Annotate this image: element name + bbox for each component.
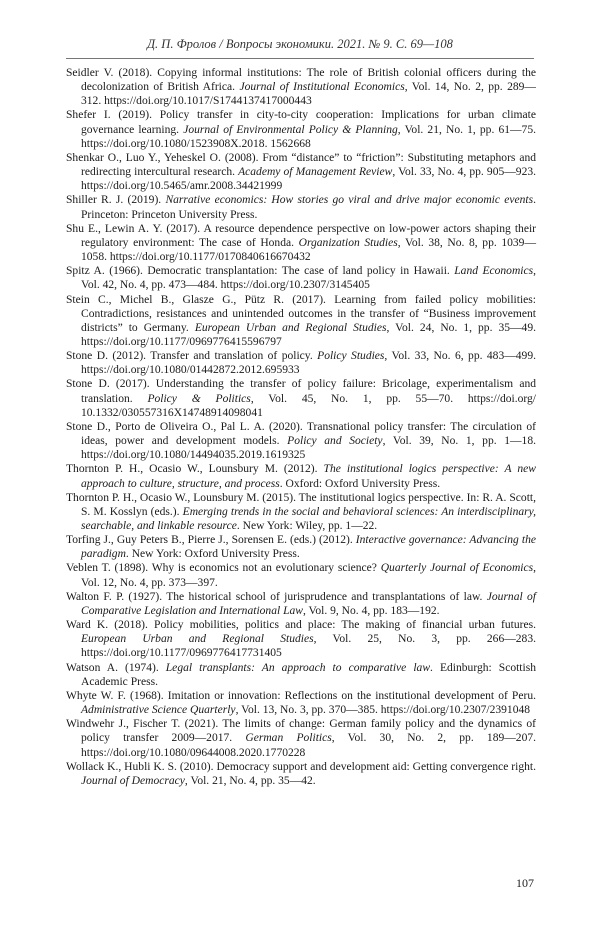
reference-text: , Vol. 9, No. 4, pp. 183—192. [302, 604, 440, 617]
reference-text: , Vol. 21, No. 1, pp. 61—75. https://doi.org/10.1080/1523908X.2018. 1562668 [81, 123, 536, 150]
reference-text: , Vol. 24, No. 1, pp. 35—49. https://doi.org/10.1177/0969776415596797 [81, 321, 536, 348]
reference-text: Shiller R. J. (2019). [66, 194, 166, 207]
reference-source-title: Academy of Management Review [238, 166, 393, 179]
reference-entry [66, 462, 536, 490]
reference-entry [66, 661, 536, 689]
reference-text: Torfing J., Guy Peters B., Pierre J., Sorensen E. (eds.) (2012). [66, 534, 356, 547]
reference-source-title: European Urban and Regional Studies [81, 633, 314, 646]
reference-entry [66, 689, 536, 717]
reference-text: , Vol. 21, No. 4, pp. 35—42. [184, 774, 316, 787]
reference-source-title: Policy & Politics [147, 392, 251, 405]
reference-text: , Vol. 12, No. 4, pp. 373—397. [81, 562, 536, 589]
reference-list [66, 66, 536, 788]
reference-entry [66, 193, 536, 221]
reference-text: , Vol. 33, No. 6, pp. 483—499. https://doi.org/10.1080/01442872.2012.695933 [81, 350, 536, 377]
reference-source-title: Administrative Science Quarterly [81, 704, 236, 717]
reference-entry [66, 66, 536, 108]
reference-text: Ward K. (2018). Policy mobilities, politics and place: The making of financial urban futures. [66, 619, 536, 632]
reference-text: . Edinburgh: Scottish Academic Press. [81, 661, 536, 688]
reference-source-title: German Politics [245, 732, 332, 745]
header-rule [66, 58, 534, 59]
reference-text: Wollack K., Hubli K. S. (2010). Democracy support and development aid: Getting convergence right. [66, 760, 536, 773]
reference-text: . Oxford: Oxford University Press. [279, 477, 441, 490]
reference-source-title: Journal of Environmental Policy & Planning [183, 123, 398, 136]
reference-text: Spitz A. (1966). Democratic transplantation: The case of land policy in Hawaii. [66, 265, 455, 278]
reference-entry [66, 760, 536, 788]
reference-source-title: Quarterly Journal of Economics [380, 562, 534, 575]
reference-entry [66, 151, 536, 193]
reference-source-title: Journal of Comparative Legislation and International Law [81, 590, 536, 617]
reference-source-title: Policy Studies [317, 350, 385, 363]
reference-text: Shefer I. (2019). Policy transfer in city-to-city cooperation: Implications for urban climate governance learning. [66, 109, 536, 136]
reference-source-title: Emerging trends in the social and behavioral sciences: An interdisciplinary, searchable, and linkable resource [81, 505, 536, 532]
reference-source-title: Narrative economics: How stories go viral and drive major economic events [165, 194, 534, 207]
reference-entry [66, 590, 536, 618]
reference-text: . Princeton: Princeton University Press. [81, 194, 536, 221]
reference-source-title: Legal transplants: An approach to comparative law [165, 661, 431, 674]
reference-source-title: Interactive governance: Advancing the paradigm [81, 534, 536, 561]
reference-source-title: Journal of Democracy [81, 774, 185, 787]
reference-text: , Vol. 30, No. 2, pp. 189—207. https://doi.org/10.1080/09644008.2020.1770228 [81, 732, 537, 759]
reference-text: Walton F. P. (1927). The historical school of jurisprudence and transplantations of law. [66, 590, 487, 603]
reference-entry [66, 108, 536, 150]
reference-entry [66, 349, 536, 377]
page-number: 107 [516, 876, 534, 890]
reference-text: , Vol. 33, No. 4, pp. 905—923. https://doi.org/10.5465/amr.2008.34421999 [81, 166, 536, 193]
reference-text: Stein C., Michel B., Glasze G., Pütz R. (2017). Learning from failed policy mobilities: Contradictions, resistances and unintended outcomes in the transfer of “Business improvement districts” to Germany. [66, 293, 536, 334]
reference-entry [66, 533, 536, 561]
reference-text: , Vol. 25, No. 3, pp. 266—283. https://doi.org/10.1177/0969776417731405 [81, 633, 536, 660]
reference-entry [66, 293, 536, 350]
reference-text: Whyte W. F. (1968). Imitation or innovation: Reflections on the institutional development of Peru. [66, 689, 536, 702]
reference-entry [66, 491, 536, 533]
reference-text: Shu E., Lewin A. Y. (2017). A resource dependence perspective on low-power actors shaping their regulatory environment: The case of Honda. [66, 222, 536, 249]
reference-entry [66, 222, 536, 264]
reference-text: , Vol. 14, No. 2, pp. 289—312. https://doi.org/10.1017/S1744137417000443 [81, 81, 536, 108]
reference-text: . New York: Oxford University Press. [125, 548, 300, 561]
reference-text: , Vol. 39, No. 1, pp. 1—18. https://doi.org/10.1080/14494035.2019.1619325 [81, 435, 536, 462]
reference-source-title: Land Economics [454, 265, 534, 278]
reference-text: , Vol. 13, No. 3, pp. 370—385. https://doi.org/10.2307/2391048 [235, 704, 531, 717]
reference-entry [66, 264, 536, 292]
reference-text: Veblen T. (1898). Why is economics not an evolutionary science? [66, 562, 381, 575]
reference-text: Shenkar O., Luo Y., Yeheskel O. (2008). From “distance” to “friction”: Substituting metaphors and redirecting intercultural research. [66, 151, 536, 179]
reference-text: Thornton P. H., Ocasio W., Lounsbury M. (2012). [66, 463, 324, 476]
reference-text: , Vol. 45, No. 1, pp. 55—70. https://doi.org/ 10.1332/030557316X14748914098041 [81, 392, 537, 419]
reference-entry [66, 561, 536, 589]
reference-text: . New York: Wiley, pp. 1—22. [236, 520, 378, 532]
reference-text: Stone D. (2017). Understanding the transfer of policy failure: Bricolage, experimentalism and translation. [66, 378, 536, 405]
reference-text: , Vol. 38, No. 8, pp. 1039—1058. https://doi.org/10.1177/0170840616670432 [81, 236, 536, 264]
reference-text: Stone D. (2012). Transfer and translation of policy. [66, 350, 318, 363]
reference-source-title: Journal of Institutional Economics [239, 81, 405, 94]
running-header: Д. П. Фролов / Вопросы экономики. 2021. № 9. С. 69—108 [147, 37, 453, 51]
reference-text: Thornton P. H., Ocasio W., Lounsbury M. (2015). The institutional logics perspective. In: R. A. Scott, S. M. Kosslyn (eds.). [66, 491, 536, 518]
reference-text: , Vol. 42, No. 4, pp. 473—484. https://doi.org/10.2307/3145405 [81, 265, 536, 292]
reference-text: Seidler V. (2018). Copying informal institutions: The role of British colonial officers during the decolonization of British Africa. [66, 67, 536, 94]
reference-text: Watson A. (1974). [66, 661, 166, 674]
reference-entry [66, 420, 536, 462]
reference-source-title: The institutional logics perspective: A new approach to culture, structure, and process [81, 463, 536, 490]
reference-text: Windwehr J., Fischer T. (2021). The limits of change: German family policy and the dynamics of policy transfer 2009—2017. [66, 718, 536, 745]
reference-source-title: Organization Studies [298, 236, 398, 249]
reference-entry [66, 377, 536, 419]
reference-entry [66, 618, 536, 660]
reference-entry [66, 717, 536, 759]
reference-source-title: European Urban and Regional Studies [194, 321, 387, 334]
reference-source-title: Policy and Society [287, 435, 383, 448]
reference-text: Stone D., Porto de Oliveira O., Pal L. A. (2020). Transnational policy transfer: The circulation of ideas, power and development models. [66, 420, 536, 448]
